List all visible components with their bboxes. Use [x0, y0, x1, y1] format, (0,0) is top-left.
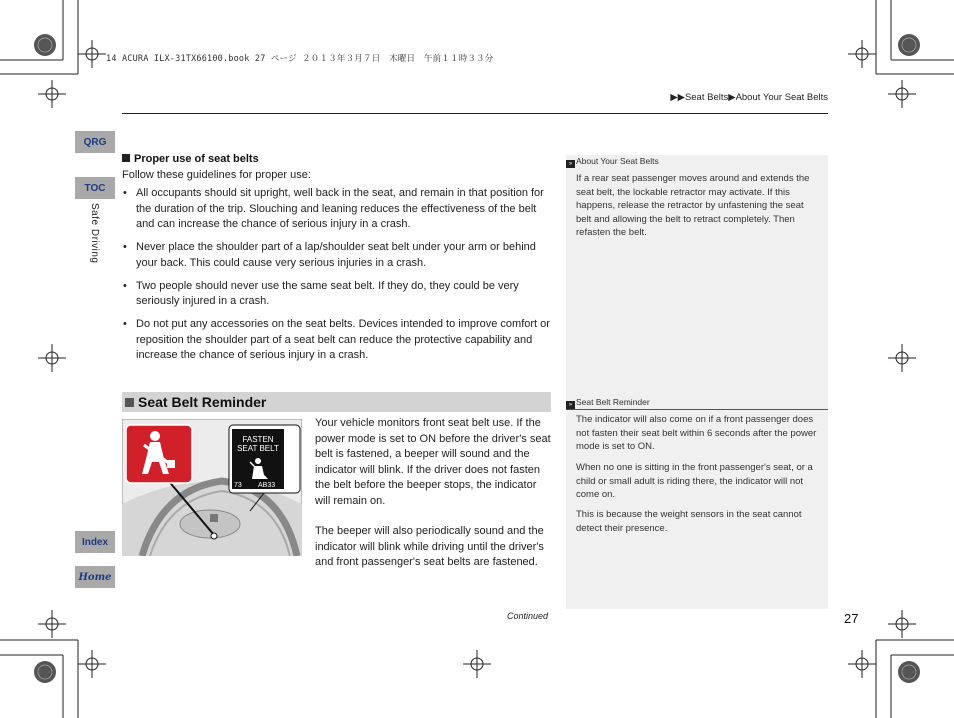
note-about-title: [566, 156, 659, 168]
list-item: • Two people should never use the same seat belt. If they do, they could be very seriously injured in a crash.: [122, 279, 552, 310]
breadcrumb-page-link[interactable]: About Your Seat Belts: [735, 92, 828, 103]
note-marker-icon: »: [566, 160, 575, 168]
list-item: • Do not put any accessories on the seat belts. Devices intended to improve comfort or reposition the shoulder part of a seat belt can reduce the protective capability and increase the chance of serious injury in a crash.: [122, 317, 552, 364]
note-marker-icon: »: [566, 401, 575, 409]
breadcrumb-arrows: ▶▶: [670, 92, 685, 103]
toc-button[interactable]: TOC: [75, 177, 115, 199]
heading-square-icon: [122, 154, 130, 162]
note-reminder-rule: [566, 409, 828, 410]
note-about-text: If a rear seat passenger moves around and extends the seat belt, the lockable retractor may activate. If this happens, release the retractor by unfastening the seat belt and allowing the belt to retract completely. Then refasten the belt.: [576, 173, 810, 238]
header-rule: [122, 113, 828, 114]
reminder-paragraph-2: The beeper will also periodically sound and the indicator will blink while driving until the driver's and front passenger's seat belts are fastened.: [315, 525, 544, 568]
index-button[interactable]: Index: [75, 531, 115, 553]
page-number: 27: [844, 611, 859, 626]
continued-label: Continued: [507, 611, 549, 621]
display-left-readout: 73: [234, 482, 242, 489]
proper-use-title: Proper use of seat belts: [134, 153, 259, 165]
seat-belt-reminder-heading: [122, 392, 551, 412]
note-reminder-p3: This is because the weight sensors in the seat cannot detect their presence.: [576, 509, 802, 534]
note-reminder-title-text: Seat Belt Reminder: [576, 397, 650, 407]
reminder-paragraph-1: Your vehicle monitors front seat belt use. If the power mode is set to ON before the driver's seat belt is fastened, a beeper will sound and the indicator will blink. If the driver does not fasten the belt before the beeper stops, the indicator will remain on.: [315, 417, 551, 507]
note-reminder-title: [566, 397, 650, 409]
list-item: • All occupants should sit upright, well back in the seat, and remain in that position for the duration of the trip. Slouching and leaning reduces the effectiveness of the belt and can increase the chance of serious injury in a crash.: [122, 186, 552, 233]
seat-belt-indicator-illustration: [122, 419, 302, 556]
breadcrumb-separator: ▶: [728, 92, 736, 103]
section-title: Seat Belt Reminder: [138, 394, 267, 410]
display-line1: FASTEN: [242, 435, 274, 444]
note-reminder-p1: The indicator will also come on if a front passenger does not fasten their seat belt within 6 seconds after the power mode is set to ON.: [576, 414, 817, 452]
breadcrumb: [670, 92, 828, 103]
heading-square-icon: [125, 398, 134, 407]
list-item: • Never place the shoulder part of a lap/shoulder seat belt under your arm or behind your back. This could cause very serious injuries in a crash.: [122, 240, 552, 271]
breadcrumb-section-link[interactable]: Seat Belts: [684, 92, 729, 103]
proper-use-heading: [122, 153, 259, 165]
proper-use-list: [122, 186, 552, 371]
home-button[interactable]: [75, 566, 115, 588]
qrg-button[interactable]: QRG: [75, 131, 115, 153]
note-about-title-text: About Your Seat Belts: [576, 156, 659, 166]
print-header: 14 ACURA ILX-31TX66100.book 27 ページ ２０１３年３月７日 木曜日 午前１１時３３分: [106, 54, 494, 64]
note-reminder-p2: When no one is sitting in the front passenger's seat, or a child or small adult is riding there, the indicator will not come on.: [576, 462, 813, 500]
home-button-label: Home: [78, 571, 112, 583]
display-right-readout: AB33: [258, 482, 276, 489]
display-line2: SEAT BELT: [237, 444, 279, 453]
proper-use-intro: Follow these guidelines for proper use:: [122, 169, 311, 181]
side-section-label: Safe Driving: [89, 203, 100, 264]
